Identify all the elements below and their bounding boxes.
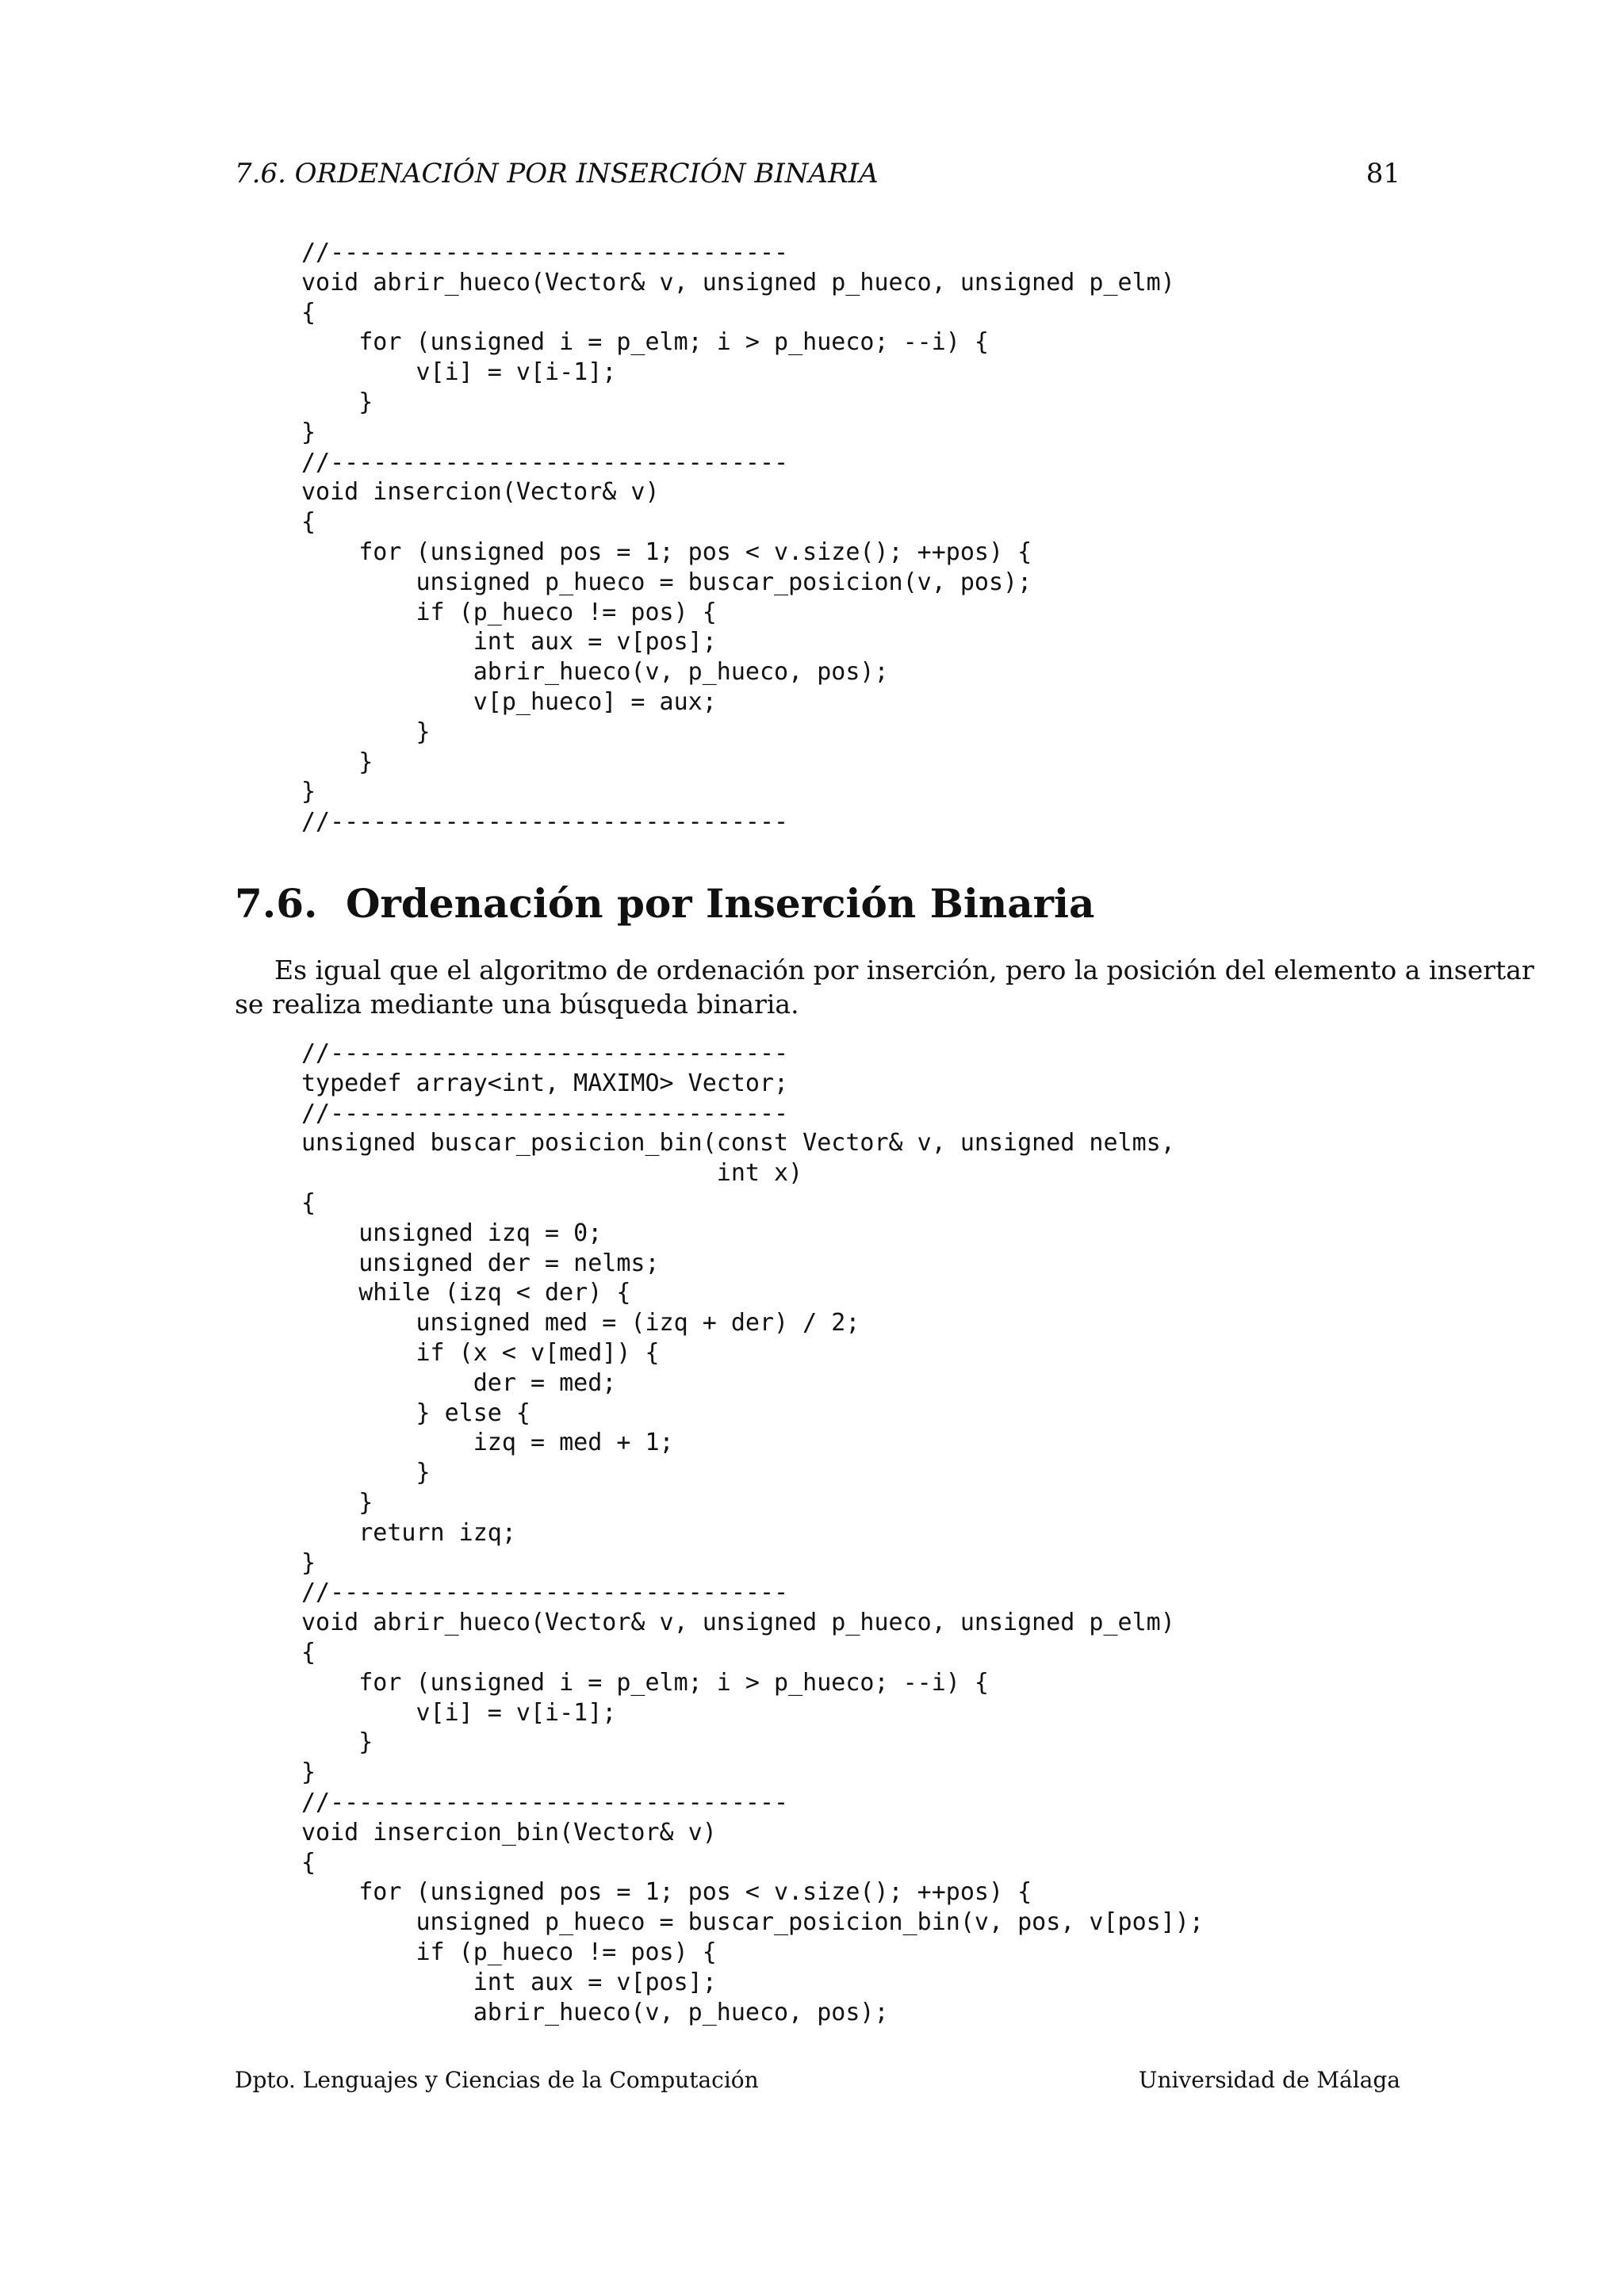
running-header-title: 7.6. ORDENACIÓN POR INSERCIÓN BINARIA (235, 158, 879, 189)
section-heading (235, 878, 1094, 929)
page-number: 81 (1365, 158, 1400, 189)
running-header (235, 155, 1400, 192)
section-title: Ordenación por Inserción Binaria (346, 880, 1095, 927)
body-paragraph (235, 953, 1534, 1021)
paragraph-line-1: Es igual que el algoritmo de ordenación por inserción, pero la posición del elemento a insertar (274, 955, 1534, 985)
code-listing-insercion-bin: //-------------------------------- typedef array<int, MAXIMO> Vector; //-------------------------------- unsigned buscar_posicion_bin(const Vector& v, unsigned nelms, int x) { unsigned izq = 0; unsigned der = nelms; while (izq < der) { unsigned med = (izq + der) / 2; if (x < v[med]) { der = med; } else { izq = med + 1; } } return izq; } //-------------------------------- void abrir_hueco(Vector& v, unsigned p_hueco, unsigned p_elm) { for (unsigned i = p_elm; i > p_hueco; --i) { v[i] = v[i-1]; } } //-------------------------------- void insercion_bin(Vector& v) { for (unsigned pos = 1; pos < v.size(); ++pos) { unsigned p_hueco = buscar_posicion_bin(v, pos, v[pos]); if (p_hueco != pos) { int aux = v[pos]; abrir_hueco(v, p_hueco, pos); (301, 1039, 1204, 2026)
page-footer (235, 2064, 1400, 2096)
section-number: 7.6. (235, 880, 318, 927)
footer-university: Universidad de Málaga (1138, 2067, 1400, 2093)
paragraph-line-2: se realiza mediante una búsqueda binaria. (235, 989, 799, 1020)
code-listing-insercion: //-------------------------------- void abrir_hueco(Vector& v, unsigned p_hueco, unsigned p_elm) { for (unsigned i = p_elm; i > p_hueco; --i) { v[i] = v[i-1]; } } //-------------------------------- void insercion(Vector& v) { for (unsigned pos = 1; pos < v.size(); ++pos) { unsigned p_hueco = buscar_posicion(v, pos); if (p_hueco != pos) { int aux = v[pos]; abrir_hueco(v, p_hueco, pos); v[p_hueco] = aux; } } } //-------------------------------- (301, 239, 1175, 836)
footer-department: Dpto. Lenguajes y Ciencias de la Computación (235, 2067, 759, 2093)
